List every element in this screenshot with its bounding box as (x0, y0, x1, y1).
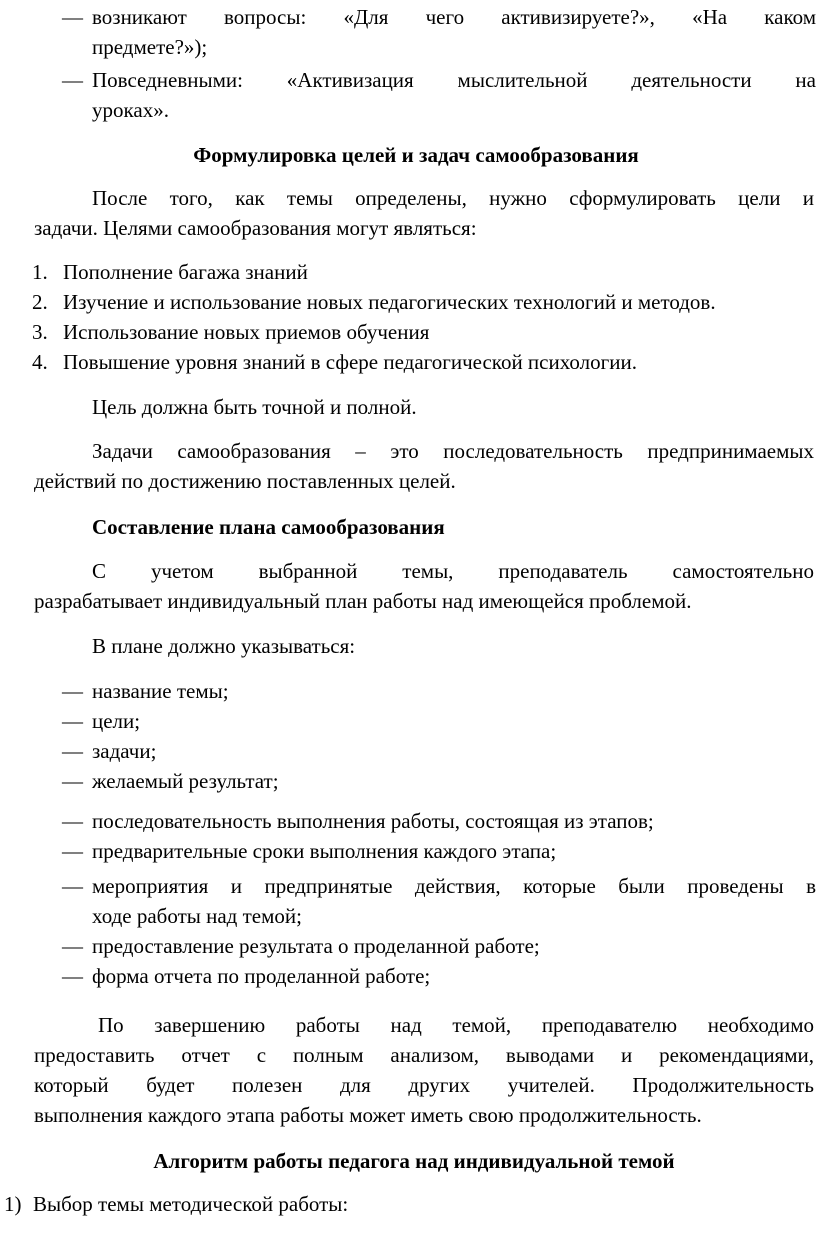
paragraph-line: После того, как темы определены, нужно сформулировать цели и (92, 186, 814, 210)
list-item (32, 317, 816, 347)
list-item-text: Пополнение багажа знаний (63, 260, 308, 284)
list-item-line: форма отчета по проделанной работе; (92, 964, 431, 988)
list-item-line: название темы; (92, 679, 229, 703)
dash-bullet: — (62, 964, 83, 988)
list-item-text: Повышение уровня знаний в сфере педагогической психологии. (63, 350, 637, 374)
dash-bullet: — (62, 769, 83, 793)
paragraph (34, 1010, 814, 1130)
list-item (62, 806, 816, 836)
paragraph-line: разрабатывает индивидуальный план работы над имеющейся проблемой. (34, 589, 692, 613)
list-number: 4. (32, 350, 48, 374)
list-item-line: предварительные сроки выполнения каждого этапа; (92, 839, 557, 863)
dash-bullet: — (62, 874, 83, 898)
dash-bullet: — (62, 709, 83, 733)
list-item-line: мероприятия и предпринятые действия, которые были проведены в (92, 874, 816, 898)
paragraph-line: выполнения каждого этапа работы может иметь свою продолжительность. (34, 1103, 702, 1127)
list-item (32, 287, 816, 317)
list-item-line: Повседневными: «Активизация мыслительной деятельности на (92, 68, 816, 92)
list-item-line: возникают вопросы: «Для чего активизируете?», «На каком (92, 5, 816, 29)
dash-bullet: — (62, 679, 83, 703)
paragraph (34, 556, 814, 616)
list-item (62, 766, 816, 796)
list-item-line: задачи; (92, 739, 157, 763)
list-item-line: ходе работы над темой; (92, 904, 302, 928)
list-item (62, 676, 816, 706)
list-number: 1. (32, 260, 48, 284)
list-item-line: последовательность выполнения работы, состоящая из этапов; (92, 809, 654, 833)
list-item (62, 736, 816, 766)
dash-bullet: — (62, 68, 83, 92)
list-item (62, 871, 816, 931)
section-heading: Составление плана самообразования (92, 515, 445, 539)
list-item-line: цели; (92, 709, 141, 733)
list-item-line: предмете?»); (92, 35, 208, 59)
paragraph-line: который будет полезен для других учителей. Продолжительность (34, 1073, 814, 1097)
dash-bullet: — (62, 5, 83, 29)
list-item (62, 2, 816, 62)
paragraph-line: С учетом выбранной темы, преподаватель самостоятельно (92, 559, 814, 583)
paragraph-line: Цель должна быть точной и полной. (92, 395, 417, 419)
paragraph-line: Задачи самообразования – это последовательность предпринимаемых (92, 439, 814, 463)
list-item (62, 65, 816, 125)
section-heading: Формулировка целей и задач самообразования (193, 143, 639, 167)
paragraph-line: задачи. Целями самообразования могут являться: (34, 216, 477, 240)
list-item (62, 836, 816, 866)
paragraph (34, 183, 814, 243)
dash-bullet: — (62, 809, 83, 833)
paragraph-line: В плане должно указываться: (92, 634, 356, 658)
paragraph-line: предоставить отчет с полным анализом, выводами и рекомендациями, (34, 1043, 814, 1067)
paragraph-line: действий по достижению поставленных целей. (34, 469, 456, 493)
list-item (32, 347, 816, 377)
list-item (62, 931, 816, 961)
list-item-text: Выбор темы методической работы: (33, 1192, 349, 1216)
list-item-text: Изучение и использование новых педагогических технологий и методов. (63, 290, 716, 314)
section-heading: Алгоритм работы педагога над индивидуальной темой (153, 1149, 675, 1173)
list-item-line: желаемый результат; (92, 769, 279, 793)
list-item (62, 961, 816, 991)
dash-bullet: — (62, 934, 83, 958)
dash-bullet: — (62, 839, 83, 863)
list-item (62, 706, 816, 736)
paragraph (34, 436, 814, 496)
list-item-text: Использование новых приемов обучения (63, 320, 430, 344)
dash-bullet: — (62, 739, 83, 763)
list-number: 1) (4, 1192, 22, 1216)
paragraph-line: По завершению работы над темой, преподавателю необходимо (98, 1013, 814, 1037)
list-number: 2. (32, 290, 48, 314)
list-number: 3. (32, 320, 48, 344)
list-item (32, 257, 816, 287)
list-item-line: предоставление результата о проделанной работе; (92, 934, 540, 958)
list-item-line: уроках». (92, 98, 169, 122)
